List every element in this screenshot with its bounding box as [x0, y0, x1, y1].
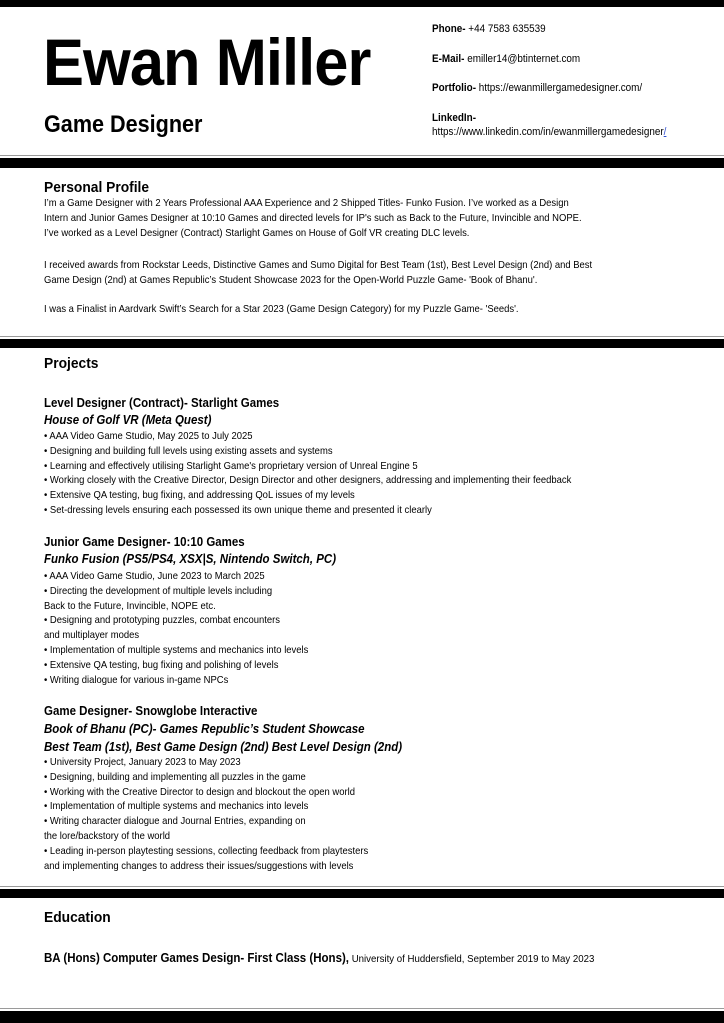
- bullet-item: • Extensive QA testing, bug fixing, and addressing QoL issues of my levels: [44, 489, 355, 502]
- bullet-item: • Extensive QA testing, bug fixing and polishing of levels: [44, 658, 279, 671]
- profile-line: Intern and Junior Games Designer at 10:10 Games and directed levels for IP's such as Back to the Future, Invincible and NOPE.: [44, 212, 582, 224]
- project-subtitle: Funko Fusion (PS5/PS4, XSX|S, Nintendo Switch, PC): [44, 552, 337, 566]
- education-entry: [44, 950, 594, 968]
- candidate-name: Ewan Miller: [43, 25, 371, 99]
- bullet-item: Back to the Future, Invincible, NOPE etc.: [44, 599, 216, 612]
- profile-line: Game Design (2nd) at Games Republic’s Student Showcase 2023 for the Open-World Puzzle Game- 'Book of Bhanu'.: [44, 274, 538, 286]
- phone-label: Phone-: [432, 23, 466, 35]
- bullet-item: the lore/backstory of the world: [44, 829, 171, 842]
- project-title: Level Designer (Contract)- Starlight Games: [44, 396, 280, 410]
- email-value[interactable]: emiller14@btinternet.com: [464, 53, 581, 65]
- bullet-item: • Designing, building and implementing all puzzles in the game: [44, 770, 306, 783]
- bullet-item: • Implementation of multiple systems and mechanics into levels: [44, 800, 309, 813]
- bullet-item: • Designing and building full levels using existing assets and systems: [44, 444, 333, 457]
- contact-phone: [432, 22, 546, 36]
- bullet-item: • AAA Video Game Studio, May 2025 to July 2025: [44, 430, 253, 442]
- portfolio-label: Portfolio-: [432, 82, 477, 94]
- bullet-item: and implementing changes to address their issues/suggestions with levels: [44, 859, 354, 872]
- profile-line: I’ve worked as a Level Designer (Contract) Starlight Games on House of Golf VR creating DLC levels.: [44, 227, 470, 239]
- linkedin-label: LinkedIn-: [432, 112, 477, 124]
- top-divider-bar: [0, 0, 724, 7]
- bullet-item: • Writing dialogue for various in-game NPCs: [44, 673, 229, 686]
- degree-details: University of Huddersfield, September 2019 to May 2023: [349, 953, 595, 965]
- contact-linkedin-label: [432, 111, 476, 125]
- profile-paragraph-2: [44, 258, 674, 288]
- bullet-item: • Set-dressing levels ensuring each possessed its own unique theme and presented it clearly: [44, 503, 432, 516]
- section-divider-bar: [0, 339, 724, 348]
- profile-paragraph-3: [44, 302, 674, 317]
- project-awards: Best Team (1st), Best Game Design (2nd) Best Level Design (2nd): [44, 740, 403, 754]
- section-divider-bar: [0, 889, 724, 898]
- bullet-item: • Leading in-person playtesting sessions, collecting feedback from playtesters: [44, 844, 369, 857]
- bullet-item: • Learning and effectively utilising Starlight Game's proprietary version of Unreal Engine 5: [44, 459, 418, 472]
- divider-line: [0, 336, 724, 337]
- contact-linkedin: [432, 125, 666, 139]
- portfolio-link[interactable]: https://ewanmillergamedesigner.com/: [476, 82, 643, 94]
- degree-title: BA (Hons) Computer Games Design- First Class (Hons),: [44, 951, 350, 965]
- project-subtitle: Book of Bhanu (PC)- Games Republic’s Student Showcase: [44, 722, 365, 736]
- divider-line: [0, 1008, 724, 1009]
- bullet-item: • Working closely with the Creative Director, Design Director and other designers, addressing and implementing their feedback: [44, 474, 572, 487]
- section-divider-bar: [0, 158, 724, 168]
- bullet-item: • Designing and prototyping puzzles, combat encounters: [44, 614, 281, 627]
- email-label: E-Mail-: [432, 53, 465, 65]
- bullet-item: and multiplayer modes: [44, 629, 140, 642]
- project-bullets: [44, 755, 368, 873]
- profile-line: I was a Finalist in Aardvark Swift’s Search for a Star 2023 (Game Design Category) for my Puzzle Game- 'Seeds'.: [44, 303, 519, 315]
- project-bullets: [44, 429, 571, 518]
- project-bullets: [44, 569, 308, 687]
- linkedin-link-tail[interactable]: /: [663, 126, 667, 138]
- linkedin-link[interactable]: https://www.linkedin.com/in/ewanmillergamedesigner: [432, 126, 664, 138]
- contact-portfolio: [432, 81, 642, 95]
- profile-line: I received awards from Rockstar Leeds, Distinctive Games and Sumo Digital for Best Team (1st), Best Level Design (2nd) and Best: [44, 259, 593, 271]
- bullet-item: • Implementation of multiple systems and mechanics into levels: [44, 643, 309, 656]
- bullet-item: • Directing the development of multiple levels including: [44, 584, 273, 597]
- project-title: Game Designer- Snowglobe Interactive: [44, 704, 258, 718]
- divider-line: [0, 886, 724, 887]
- phone-value: +44 7583 635539: [465, 23, 546, 35]
- profile-paragraph-1: [44, 196, 674, 241]
- bullet-item: • AAA Video Game Studio, June 2023 to March 2025: [44, 570, 265, 582]
- bottom-divider-bar: [0, 1011, 724, 1023]
- contact-email: [432, 52, 580, 66]
- divider-line: [0, 155, 724, 156]
- candidate-role: Game Designer: [44, 111, 203, 138]
- bullet-item: • Writing character dialogue and Journal Entries, expanding on: [44, 815, 306, 828]
- section-heading-education: Education: [44, 909, 111, 926]
- profile-line: I’m a Game Designer with 2 Years Professional AAA Experience and 2 Shipped Titles- Funko Fusion. I’ve worked as a Design: [44, 197, 569, 209]
- bullet-item: • Working with the Creative Director to design and blockout the open world: [44, 785, 355, 798]
- section-heading-profile: Personal Profile: [44, 179, 150, 196]
- project-title: Junior Game Designer- 10:10 Games: [44, 535, 245, 549]
- section-heading-projects: Projects: [44, 355, 99, 372]
- bullet-item: • University Project, January 2023 to May 2023: [44, 756, 241, 768]
- project-subtitle: House of Golf VR (Meta Quest): [44, 413, 212, 427]
